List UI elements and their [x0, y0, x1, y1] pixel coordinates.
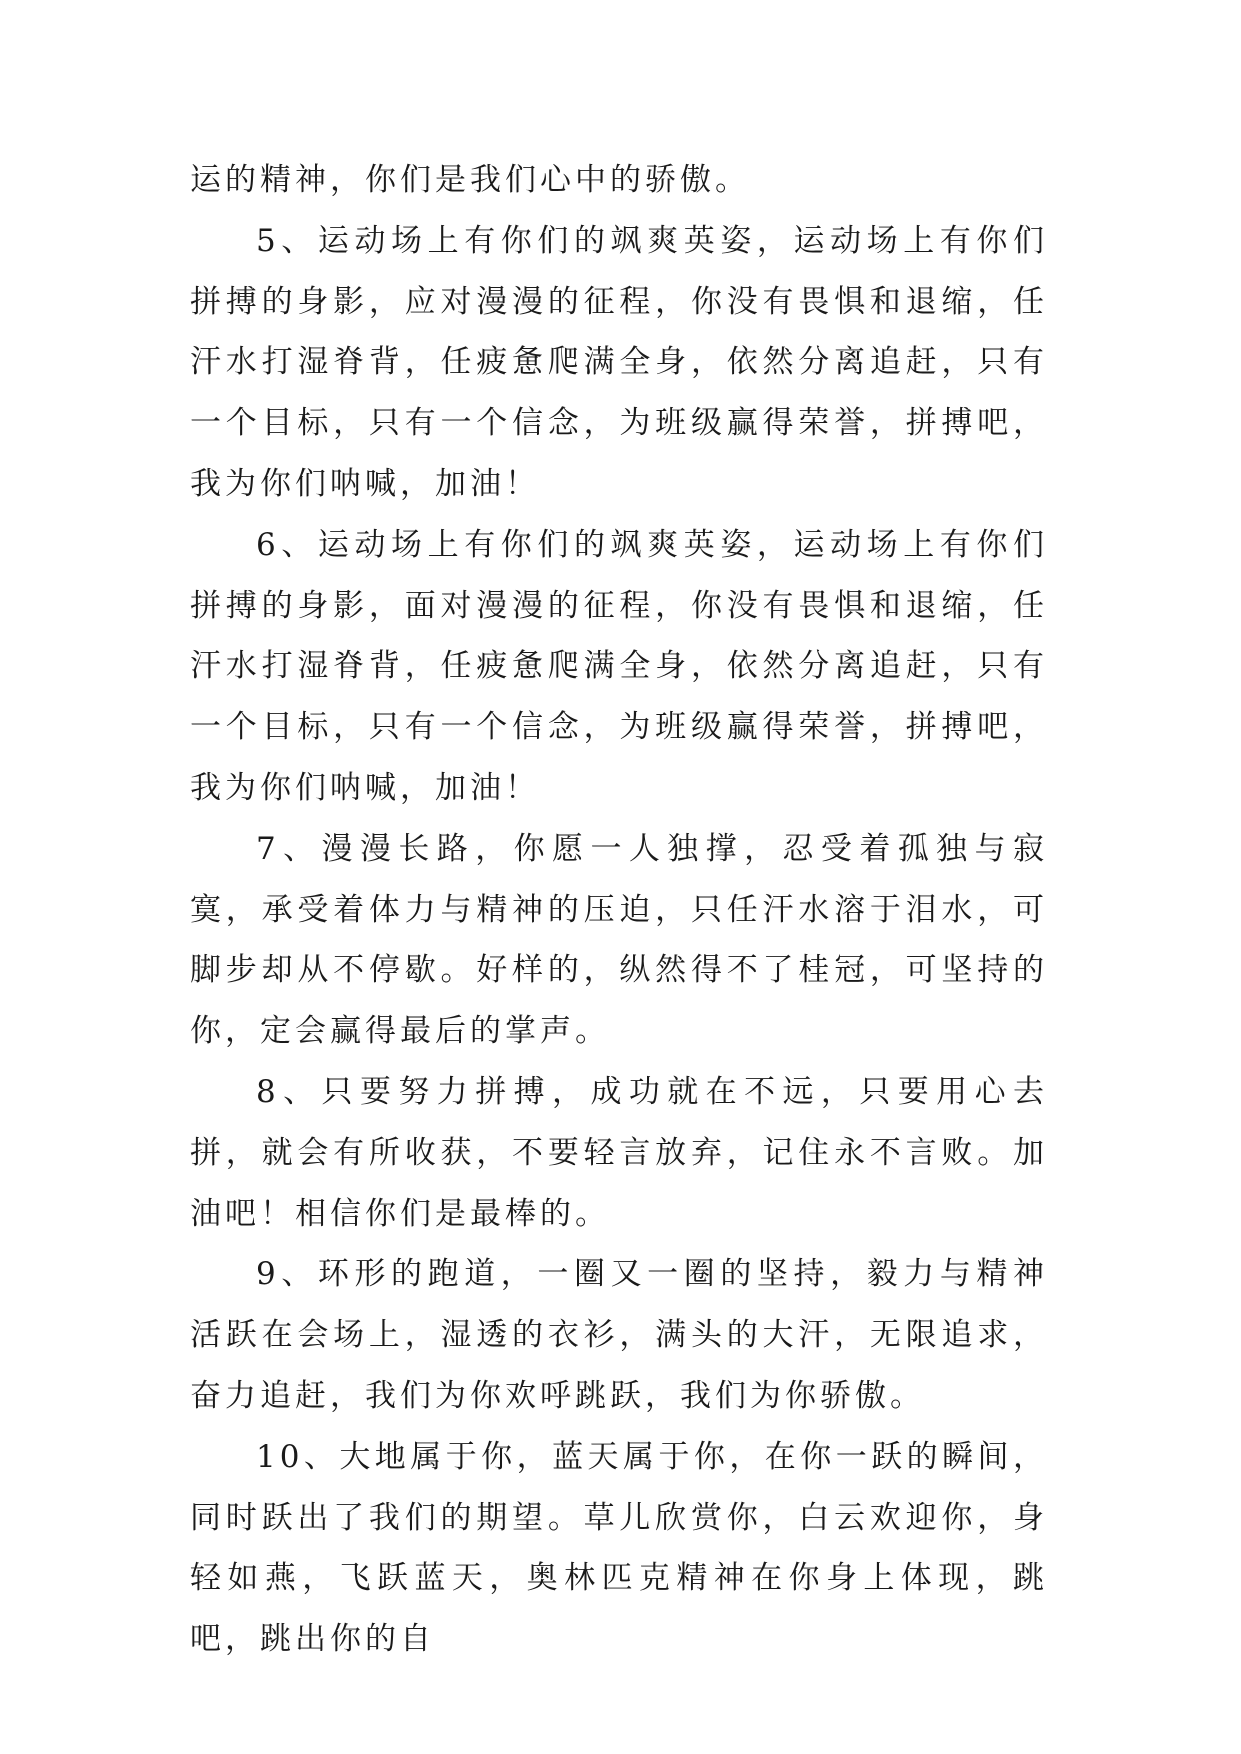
- document-page: [190, 150, 1048, 1670]
- paragraph-continuation: 运的精神，你们是我们心中的骄傲。: [190, 162, 750, 198]
- paragraph-7: 7、漫漫长路，你愿一人独撑，忍受着孤独与寂寞，承受着体力与精神的压迫，只任汗水溶于泪水，可脚步却从不停歇。好样的，纵然得不了桂冠，可坚持的你，定会赢得最后的掌声。: [190, 830, 1048, 1050]
- paragraph-8: 8、只要努力拼搏，成功就在不远，只要用心去拼，就会有所收获，不要轻言放弃，记住永不言败。加油吧！相信你们是最棒的。: [190, 1073, 1048, 1232]
- paragraph-10: 10、大地属于你，蓝天属于你，在你一跃的瞬间，同时跃出了我们的期望。草儿欣赏你，白云欢迎你，身轻如燕，飞跃蓝天，奥林匹克精神在你身上体现，跳吧，跳出你的自: [190, 1438, 1048, 1658]
- paragraph-6: 6、运动场上有你们的飒爽英姿，运动场上有你们拼搏的身影，面对漫漫的征程，你没有畏惧和退缩，任汗水打湿脊背，任疲惫爬满全身，依然分离追赶，只有一个目标，只有一个信念，为班级赢得荣誉，拼搏吧，我为你们呐喊，加油！: [190, 526, 1048, 806]
- paragraph-9: 9、环形的跑道，一圈又一圈的坚持，毅力与精神活跃在会场上，湿透的衣衫，满头的大汗，无限追求，奋力追赶，我们为你欢呼跳跃，我们为你骄傲。: [190, 1256, 1048, 1414]
- paragraph-5: 5、运动场上有你们的飒爽英姿，运动场上有你们拼搏的身影，应对漫漫的征程，你没有畏惧和退缩，任汗水打湿脊背，任疲惫爬满全身，依然分离追赶，只有一个目标，只有一个信念，为班级赢得荣誉，拼搏吧，我为你们呐喊，加油！: [190, 222, 1048, 502]
